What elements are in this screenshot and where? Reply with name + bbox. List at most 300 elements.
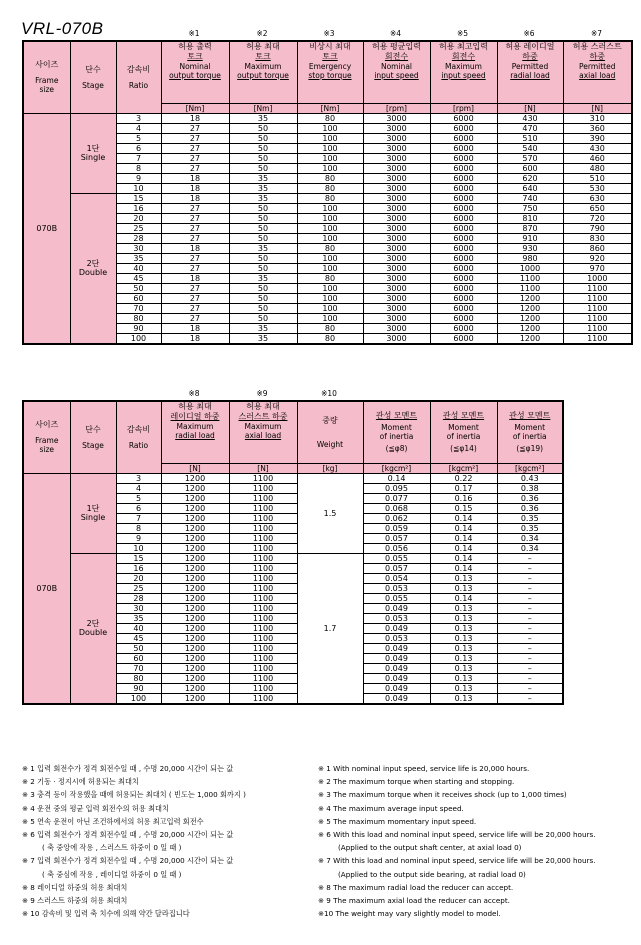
table-cell: 80 bbox=[297, 323, 363, 333]
frame-size-cell: 070B bbox=[23, 113, 70, 344]
table-cell: 35 bbox=[229, 183, 297, 193]
header-korean: 관성 모멘트 bbox=[442, 411, 485, 421]
table-cell: 720 bbox=[563, 213, 632, 223]
unit-label: [kgcm²] bbox=[430, 463, 497, 473]
table-cell: 20 bbox=[116, 213, 161, 223]
table-cell: 35 bbox=[116, 253, 161, 263]
table-cell: 1100 bbox=[229, 693, 297, 704]
table-cell: 1100 bbox=[229, 663, 297, 673]
header-english: Permitted bbox=[511, 62, 549, 71]
table-cell: 27 bbox=[161, 153, 229, 163]
table-cell: 80 bbox=[297, 333, 363, 344]
table-cell: 1100 bbox=[229, 553, 297, 563]
table-cell: 18 bbox=[161, 113, 229, 123]
table-cell: 1100 bbox=[229, 563, 297, 573]
table-cell: 80 bbox=[297, 183, 363, 193]
column-header bbox=[497, 401, 563, 463]
table-cell: 3000 bbox=[363, 243, 430, 253]
table-cell: 50 bbox=[229, 223, 297, 233]
table-cell: 50 bbox=[229, 203, 297, 213]
header-korean: 회전수 bbox=[451, 52, 476, 61]
table-cell: 27 bbox=[161, 213, 229, 223]
table-cell: – bbox=[497, 693, 563, 704]
table-cell: 1100 bbox=[229, 683, 297, 693]
table-cell: 27 bbox=[161, 123, 229, 133]
unit-label: [kgcm²] bbox=[497, 463, 563, 473]
table-cell: 1200 bbox=[161, 663, 229, 673]
column-header bbox=[363, 41, 430, 103]
footnote-line: ※ 6 With this load and nominal input speed, service life will be 20,000 hours. bbox=[318, 829, 596, 839]
table-cell: 0.14 bbox=[430, 533, 497, 543]
table-cell: 1100 bbox=[229, 503, 297, 513]
footnote-line: ※ 8 레이디얼 하중의 허용 최대치 bbox=[22, 882, 128, 892]
table-cell: 0.14 bbox=[430, 523, 497, 533]
frame-size-cell: 070B bbox=[23, 473, 70, 704]
table-row bbox=[23, 113, 632, 123]
table-cell: 27 bbox=[161, 303, 229, 313]
footnote-line: ※ 10 감속비 및 입력 축 치수에 의해 약간 달라집니다 bbox=[22, 909, 190, 919]
table-cell: 15 bbox=[116, 193, 161, 203]
table-cell: 0.13 bbox=[430, 693, 497, 704]
header-english: of inertia bbox=[379, 432, 414, 442]
header-korean: 허용 평균입력 bbox=[372, 42, 421, 51]
table-cell: 930 bbox=[497, 243, 563, 253]
table-cell: 100 bbox=[297, 233, 363, 243]
table-cell: 27 bbox=[161, 143, 229, 153]
unit-label: [rpm] bbox=[430, 103, 497, 113]
header-english: radial load bbox=[510, 71, 550, 80]
header-korean: 스러스트 하중 bbox=[238, 412, 288, 421]
table-cell: 0.057 bbox=[363, 563, 430, 573]
table-cell: 0.13 bbox=[430, 633, 497, 643]
table-cell: 3000 bbox=[363, 303, 430, 313]
table-cell: 3000 bbox=[363, 263, 430, 273]
table-cell: 0.13 bbox=[430, 623, 497, 633]
table-cell: 25 bbox=[116, 583, 161, 593]
header-english: Maximum bbox=[244, 62, 282, 71]
column-header bbox=[116, 41, 161, 113]
table-cell: 1100 bbox=[563, 333, 632, 344]
table-cell: 6000 bbox=[430, 243, 497, 253]
table-cell: 40 bbox=[116, 623, 161, 633]
header-korean: 토크 bbox=[322, 52, 338, 61]
table-cell: 3000 bbox=[363, 233, 430, 243]
table-cell: 30 bbox=[116, 603, 161, 613]
table-cell: 830 bbox=[563, 233, 632, 243]
table-cell: 27 bbox=[161, 283, 229, 293]
stage-korean: 1단 bbox=[86, 144, 100, 153]
header-korean: 허용 최고입력 bbox=[439, 42, 488, 51]
header-korean: 사이즈 bbox=[35, 420, 59, 430]
table-cell: 1200 bbox=[161, 583, 229, 593]
footnote-line: ※ 4 The maximum average input speed. bbox=[318, 803, 464, 813]
table-cell: 6 bbox=[116, 503, 161, 513]
table-cell: 860 bbox=[563, 243, 632, 253]
header-english: Stage bbox=[82, 80, 104, 90]
table-cell: 0.049 bbox=[363, 663, 430, 673]
table-cell: – bbox=[497, 583, 563, 593]
table-cell: 600 bbox=[497, 163, 563, 173]
header-english: Nominal bbox=[380, 62, 413, 71]
table-cell: 0.055 bbox=[363, 593, 430, 603]
table-cell: 18 bbox=[161, 173, 229, 183]
table-cell: 1100 bbox=[229, 483, 297, 493]
table-cell: 50 bbox=[229, 213, 297, 223]
table-cell: 310 bbox=[563, 113, 632, 123]
table-cell: 0.049 bbox=[363, 623, 430, 633]
table-cell: 40 bbox=[116, 263, 161, 273]
header-english: Permitted bbox=[579, 62, 616, 71]
column-header bbox=[229, 41, 297, 103]
table-cell: 35 bbox=[229, 173, 297, 183]
table-cell: 1200 bbox=[161, 553, 229, 563]
header-korean: 레이디얼 하중 bbox=[170, 412, 220, 421]
column-header bbox=[70, 401, 116, 473]
table-cell: 1200 bbox=[161, 603, 229, 613]
header-korean: 비상시 최대 bbox=[309, 42, 351, 51]
table-cell: 0.16 bbox=[430, 493, 497, 503]
table-cell: 1100 bbox=[229, 633, 297, 643]
footnote-line: ※ 3 The maximum torque when it receives shock (up to 1,000 times) bbox=[318, 790, 567, 800]
footnote-mark: ※2 bbox=[256, 29, 268, 38]
unit-label: [N] bbox=[497, 103, 563, 113]
footnote-line: ※ 1 With nominal input speed, service life is 20,000 hours. bbox=[318, 764, 530, 773]
table-cell: 1200 bbox=[161, 503, 229, 513]
table-cell: 1200 bbox=[161, 533, 229, 543]
table-cell: 6000 bbox=[430, 323, 497, 333]
header-english: size bbox=[39, 85, 55, 95]
table-cell: 1200 bbox=[161, 643, 229, 653]
table-cell: 1100 bbox=[229, 593, 297, 603]
table-cell: 0.049 bbox=[363, 673, 430, 683]
table-cell: 3000 bbox=[363, 203, 430, 213]
table-cell: 3000 bbox=[363, 323, 430, 333]
header-english: (≦φ8) bbox=[385, 444, 408, 454]
table-cell: 100 bbox=[116, 693, 161, 704]
table-cell: 0.053 bbox=[363, 613, 430, 623]
table-cell: 6 bbox=[116, 143, 161, 153]
header-english: input speed bbox=[374, 71, 419, 80]
table-cell: – bbox=[497, 663, 563, 673]
table-cell: 1100 bbox=[563, 323, 632, 333]
table-cell: 1100 bbox=[563, 283, 632, 293]
table-cell: 6000 bbox=[430, 203, 497, 213]
table-cell: 6000 bbox=[430, 173, 497, 183]
table-cell: 18 bbox=[161, 323, 229, 333]
table-cell: – bbox=[497, 673, 563, 683]
table-cell: 27 bbox=[161, 313, 229, 323]
table-cell: 100 bbox=[297, 153, 363, 163]
table-cell: 100 bbox=[297, 283, 363, 293]
header-english: (≦φ14) bbox=[450, 444, 477, 454]
table-cell: 1100 bbox=[229, 653, 297, 663]
table-cell: 1100 bbox=[229, 473, 297, 483]
table-cell: 630 bbox=[563, 193, 632, 203]
table-cell: 70 bbox=[116, 663, 161, 673]
table-cell: 45 bbox=[116, 273, 161, 283]
unit-label: [rpm] bbox=[363, 103, 430, 113]
table-cell: 0.36 bbox=[497, 503, 563, 513]
header-korean: 허용 최대 bbox=[178, 402, 212, 411]
table-cell: 0.14 bbox=[430, 553, 497, 563]
footnote-mark: ※10 bbox=[321, 389, 337, 398]
table-cell: 0.17 bbox=[430, 483, 497, 493]
table-cell: 470 bbox=[497, 123, 563, 133]
table-cell: 0.14 bbox=[363, 473, 430, 483]
stage-english: Single bbox=[80, 153, 106, 162]
table-cell: 27 bbox=[161, 293, 229, 303]
table-cell: 0.049 bbox=[363, 643, 430, 653]
table-cell: – bbox=[497, 553, 563, 563]
column-header bbox=[161, 41, 229, 103]
table-cell: 3000 bbox=[363, 173, 430, 183]
table-cell: 1000 bbox=[563, 273, 632, 283]
unit-label: [kgcm²] bbox=[363, 463, 430, 473]
specs-table-2 bbox=[22, 400, 564, 705]
table-cell: 1200 bbox=[497, 333, 563, 344]
footnote-line: ※ 5 The maximum momentary input speed. bbox=[318, 816, 477, 826]
table-cell: 3000 bbox=[363, 143, 430, 153]
table-cell: 650 bbox=[563, 203, 632, 213]
table-cell: 510 bbox=[497, 133, 563, 143]
table-cell: 100 bbox=[297, 293, 363, 303]
page-title: VRL-070B bbox=[21, 19, 104, 38]
footnote-line: ※ 9 The maximum axial load the reducer can accept. bbox=[318, 895, 510, 905]
table-cell: 4 bbox=[116, 483, 161, 493]
table-cell: 970 bbox=[563, 263, 632, 273]
table-cell: 50 bbox=[229, 233, 297, 243]
table-cell: 100 bbox=[297, 253, 363, 263]
table-cell: 27 bbox=[161, 233, 229, 243]
table-cell: 3000 bbox=[363, 183, 430, 193]
table-cell: 50 bbox=[229, 133, 297, 143]
table-cell: 0.077 bbox=[363, 493, 430, 503]
table-cell: 25 bbox=[116, 223, 161, 233]
table-cell: 1200 bbox=[161, 523, 229, 533]
table-cell: 80 bbox=[297, 243, 363, 253]
table-cell: 18 bbox=[161, 333, 229, 344]
column-header bbox=[23, 41, 70, 113]
table-cell: 1100 bbox=[563, 313, 632, 323]
table-cell: 50 bbox=[229, 303, 297, 313]
table-cell: 1100 bbox=[229, 543, 297, 553]
column-header bbox=[297, 41, 363, 103]
table-cell: 0.049 bbox=[363, 653, 430, 663]
table-cell: 100 bbox=[116, 333, 161, 344]
table-cell: 35 bbox=[229, 333, 297, 344]
table-cell: 1100 bbox=[229, 623, 297, 633]
header-korean: 하중 bbox=[589, 52, 605, 61]
table-cell: 100 bbox=[297, 263, 363, 273]
header-korean: 허용 최대 bbox=[246, 402, 280, 411]
header-english: output torque bbox=[237, 71, 289, 80]
table-cell: 0.062 bbox=[363, 513, 430, 523]
table-cell: 7 bbox=[116, 153, 161, 163]
header-english: radial load bbox=[175, 431, 215, 440]
header-english: Frame bbox=[35, 76, 59, 86]
table-cell: 100 bbox=[297, 303, 363, 313]
table-cell: 8 bbox=[116, 163, 161, 173]
footnote-mark: ※6 bbox=[523, 29, 535, 38]
table-cell: 35 bbox=[229, 273, 297, 283]
table-cell: 1200 bbox=[161, 683, 229, 693]
table-cell: 0.43 bbox=[497, 473, 563, 483]
unit-label: [Nm] bbox=[297, 103, 363, 113]
table-cell: 0.053 bbox=[363, 583, 430, 593]
header-english: axial load bbox=[579, 71, 616, 80]
table-cell: 100 bbox=[297, 213, 363, 223]
table-cell: 60 bbox=[116, 653, 161, 663]
table-cell: – bbox=[497, 573, 563, 583]
table-cell: 0.14 bbox=[430, 543, 497, 553]
unit-label: [N] bbox=[229, 463, 297, 473]
table-cell: 1200 bbox=[161, 483, 229, 493]
table-cell: 3000 bbox=[363, 253, 430, 263]
table-cell: 980 bbox=[497, 253, 563, 263]
table-cell: 1100 bbox=[563, 293, 632, 303]
table-cell: 50 bbox=[229, 313, 297, 323]
header-english: Nominal bbox=[179, 62, 211, 71]
unit-label: [N] bbox=[161, 463, 229, 473]
table-cell: 910 bbox=[497, 233, 563, 243]
table-cell: 3000 bbox=[363, 213, 430, 223]
table-cell: 50 bbox=[229, 123, 297, 133]
footnote-line: ※ 6 입력 회전수가 정격 회전수일 때 , 수명 20,000 시간이 되는 값 bbox=[22, 829, 234, 839]
header-english: Frame bbox=[35, 436, 59, 446]
table-cell: 0.13 bbox=[430, 603, 497, 613]
table-cell: 0.15 bbox=[430, 503, 497, 513]
column-header bbox=[297, 401, 363, 463]
footnote-line: ※ 1 입력 회전수가 정격 회전수일 때 , 수명 20,000 시간이 되는 값 bbox=[22, 764, 234, 773]
table-cell: 0.13 bbox=[430, 573, 497, 583]
table-cell: 510 bbox=[563, 173, 632, 183]
table-cell: 740 bbox=[497, 193, 563, 203]
table-row bbox=[23, 553, 563, 563]
table-cell: 480 bbox=[563, 163, 632, 173]
header-korean: 회전수 bbox=[384, 52, 409, 61]
table-cell: 750 bbox=[497, 203, 563, 213]
table-cell: 530 bbox=[563, 183, 632, 193]
table-cell: 0.13 bbox=[430, 653, 497, 663]
table-cell: 5 bbox=[116, 493, 161, 503]
table-cell: 810 bbox=[497, 213, 563, 223]
table-cell: 6000 bbox=[430, 223, 497, 233]
table-cell: 35 bbox=[116, 613, 161, 623]
table-cell: 27 bbox=[161, 253, 229, 263]
table-cell: 6000 bbox=[430, 153, 497, 163]
table-cell: – bbox=[497, 603, 563, 613]
table-cell: 0.13 bbox=[430, 683, 497, 693]
table-cell: 1200 bbox=[161, 693, 229, 704]
table-cell: 3000 bbox=[363, 293, 430, 303]
specs-table-1 bbox=[22, 40, 633, 345]
header-english: output torque bbox=[169, 71, 221, 80]
header-korean: 허용 최대 bbox=[246, 42, 280, 51]
table-cell: 1100 bbox=[497, 283, 563, 293]
column-header bbox=[563, 41, 632, 103]
stage-korean: 1단 bbox=[86, 504, 100, 513]
footnote-line: ※ 8 The maximum radial load the reducer can accept. bbox=[318, 882, 514, 892]
stage-english: Double bbox=[78, 628, 108, 637]
table-cell: 6000 bbox=[430, 193, 497, 203]
table-cell: 1200 bbox=[161, 513, 229, 523]
header-english: Maximum bbox=[445, 62, 482, 71]
table-cell: 360 bbox=[563, 123, 632, 133]
table-cell: 18 bbox=[161, 183, 229, 193]
table-cell: 1200 bbox=[161, 613, 229, 623]
table-cell: 6000 bbox=[430, 133, 497, 143]
table-cell: 0.055 bbox=[363, 553, 430, 563]
table-cell: 16 bbox=[116, 203, 161, 213]
stage-english: Single bbox=[80, 513, 106, 522]
table-cell: 0.36 bbox=[497, 493, 563, 503]
table-cell: 50 bbox=[229, 253, 297, 263]
table-cell: 0.13 bbox=[430, 673, 497, 683]
stage-cell bbox=[70, 193, 116, 344]
table-cell: 27 bbox=[161, 133, 229, 143]
table-cell: 7 bbox=[116, 513, 161, 523]
table-cell: 50 bbox=[116, 643, 161, 653]
table-cell: 6000 bbox=[430, 163, 497, 173]
table-cell: 3000 bbox=[363, 273, 430, 283]
table-cell: 1100 bbox=[229, 613, 297, 623]
table-cell: 27 bbox=[161, 163, 229, 173]
table-cell: 50 bbox=[229, 163, 297, 173]
table-cell: 27 bbox=[161, 223, 229, 233]
table-cell: 0.13 bbox=[430, 583, 497, 593]
table-cell: 1100 bbox=[229, 673, 297, 683]
table-cell: 1200 bbox=[497, 303, 563, 313]
table-cell: 1200 bbox=[161, 623, 229, 633]
table-cell: 0.38 bbox=[497, 483, 563, 493]
header-english: Maximum bbox=[244, 422, 282, 431]
stage-english: Double bbox=[78, 268, 108, 277]
footnote-line: ※ 2 The maximum torque when starting and stopping. bbox=[318, 777, 515, 787]
footnote-line: ( 축 중심에 작용 , 레이디얼 하중이 0 일 때 ) bbox=[42, 869, 182, 879]
footnote-mark: ※4 bbox=[389, 29, 402, 38]
table-cell: 16 bbox=[116, 563, 161, 573]
table-cell: 100 bbox=[297, 163, 363, 173]
table-cell: – bbox=[497, 593, 563, 603]
header-english: Ratio bbox=[128, 80, 149, 90]
table-cell: 1100 bbox=[229, 603, 297, 613]
table-cell: – bbox=[497, 643, 563, 653]
table-cell: 390 bbox=[563, 133, 632, 143]
table-cell: 18 bbox=[161, 193, 229, 203]
header-english: of inertia bbox=[512, 432, 547, 442]
table-cell: 0.049 bbox=[363, 693, 430, 704]
table-cell: 28 bbox=[116, 593, 161, 603]
header-korean: 토크 bbox=[187, 52, 203, 61]
column-header bbox=[229, 401, 297, 463]
table-cell: 1100 bbox=[229, 513, 297, 523]
table-cell: 0.13 bbox=[430, 613, 497, 623]
table-cell: 3000 bbox=[363, 313, 430, 323]
table-cell: 790 bbox=[563, 223, 632, 233]
table-cell: 0.13 bbox=[430, 643, 497, 653]
table-cell: 80 bbox=[116, 313, 161, 323]
table-cell: 45 bbox=[116, 633, 161, 643]
table-cell: 430 bbox=[563, 143, 632, 153]
table-cell: 0.22 bbox=[430, 473, 497, 483]
header-korean: 감속비 bbox=[126, 64, 151, 74]
table-cell: 90 bbox=[116, 323, 161, 333]
header-english: stop torque bbox=[308, 71, 352, 80]
table-cell: 0.049 bbox=[363, 683, 430, 693]
table-cell: – bbox=[497, 653, 563, 663]
table-cell: 1200 bbox=[497, 323, 563, 333]
table-cell: 3000 bbox=[363, 223, 430, 233]
